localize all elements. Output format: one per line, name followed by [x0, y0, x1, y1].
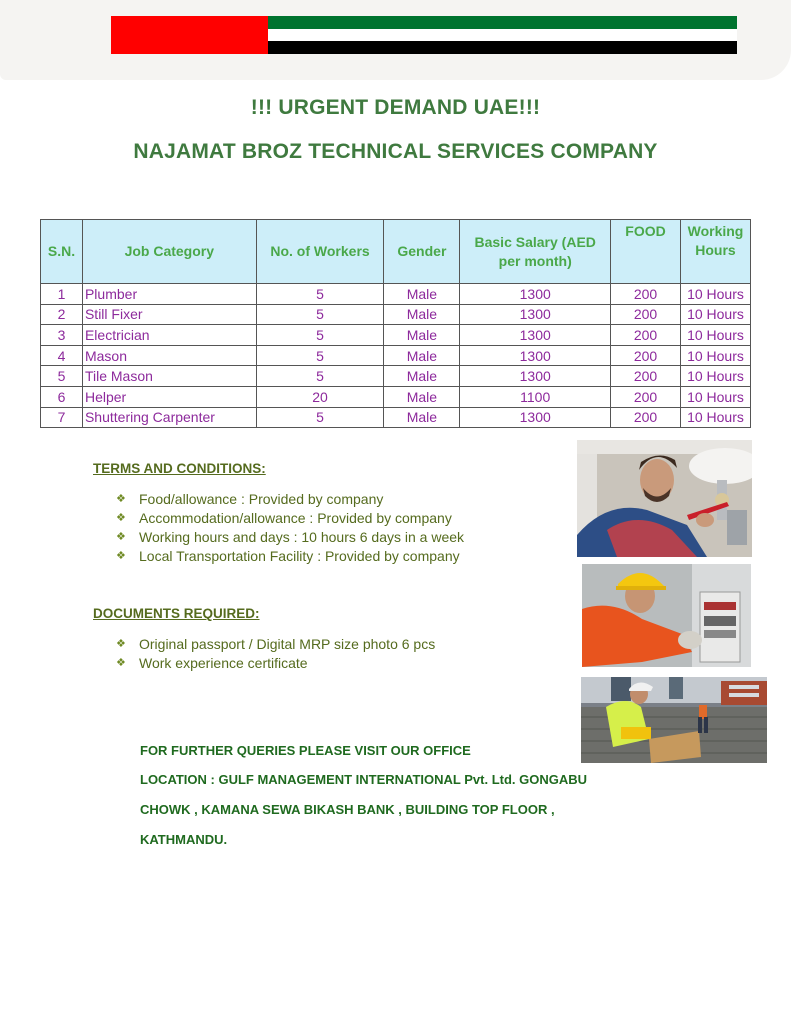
contact-line-4: KATHMANDU.: [140, 832, 228, 847]
cell-food: 200: [611, 325, 681, 346]
table-row: [41, 366, 751, 387]
cell-salary: 1300: [460, 366, 611, 387]
cell-food: 200: [611, 304, 681, 325]
contact-line-3: CHOWK , KAMANA SEWA BIKASH BANK , BUILDING TOP FLOOR ,: [140, 802, 555, 817]
contact-line-1: FOR FURTHER QUERIES PLEASE VISIT OUR OFFICE: [140, 743, 471, 758]
cell-workers: 5: [256, 284, 384, 305]
cell-hours: 10 Hours: [680, 304, 750, 325]
diamond-bullet-icon: ❖: [116, 638, 126, 650]
cell-sn: 3: [41, 325, 83, 346]
cell-hours: 10 Hours: [680, 386, 750, 407]
flag-red-band: [111, 16, 268, 54]
list-item: ❖ Original passport / Digital MRP size photo 6 pcs: [116, 636, 436, 652]
col-working-hours: Working Hours: [680, 220, 750, 284]
plumber-photo: [577, 440, 752, 557]
cell-sn: 6: [41, 386, 83, 407]
list-item: ❖ Local Transportation Facility : Provided by company: [116, 548, 460, 564]
list-item: ❖ Working hours and days : 10 hours 6 days in a week: [116, 529, 465, 545]
table-row: [41, 407, 751, 428]
terms-list: [116, 490, 464, 566]
uae-flag-icon: [111, 16, 737, 54]
diamond-bullet-icon: ❖: [116, 493, 126, 505]
cell-hours: 10 Hours: [680, 284, 750, 305]
col-food: FOOD: [611, 220, 681, 284]
cell-hours: 10 Hours: [680, 407, 750, 428]
flag-white-stripe: [268, 29, 737, 41]
table-row: [41, 345, 751, 366]
col-gender: Gender: [384, 220, 460, 284]
cell-gender: Male: [384, 304, 460, 325]
cell-gender: Male: [384, 325, 460, 346]
col-sn: S.N.: [41, 220, 83, 284]
cell-category: Plumber: [82, 284, 256, 305]
cell-hours: 10 Hours: [680, 366, 750, 387]
cell-salary: 1300: [460, 407, 611, 428]
diamond-bullet-icon: ❖: [116, 550, 126, 562]
cell-food: 200: [611, 345, 681, 366]
cell-gender: Male: [384, 284, 460, 305]
carpenter-photo: [581, 677, 767, 763]
cell-food: 200: [611, 366, 681, 387]
cell-food: 200: [611, 284, 681, 305]
cell-salary: 1300: [460, 325, 611, 346]
flag-green-stripe: [268, 16, 737, 29]
electrician-photo: [582, 564, 751, 667]
cell-sn: 7: [41, 407, 83, 428]
cell-gender: Male: [384, 366, 460, 387]
diamond-bullet-icon: ❖: [116, 657, 126, 669]
cell-workers: 5: [256, 407, 384, 428]
flag-black-stripe: [268, 41, 737, 54]
cell-salary: 1300: [460, 284, 611, 305]
cell-workers: 5: [256, 366, 384, 387]
cell-food: 200: [611, 386, 681, 407]
cell-category: Helper: [82, 386, 256, 407]
table-row: [41, 304, 751, 325]
contact-line-2: LOCATION : GULF MANAGEMENT INTERNATIONAL Pvt. Ltd. GONGABU: [140, 772, 588, 787]
diamond-bullet-icon: ❖: [116, 512, 126, 524]
company-name: NAJAMAT BROZ TECHNICAL SERVICES COMPANY: [133, 140, 658, 163]
col-job-category: Job Category: [82, 220, 256, 284]
cell-food: 200: [611, 407, 681, 428]
list-item: ❖ Food/allowance : Provided by company: [116, 491, 384, 507]
top-banner: [0, 0, 791, 80]
cell-category: Mason: [82, 345, 256, 366]
job-table: [40, 219, 751, 428]
table-header-row: [41, 220, 751, 284]
cell-category: Shuttering Carpenter: [82, 407, 256, 428]
cell-gender: Male: [384, 407, 460, 428]
cell-sn: 2: [41, 304, 83, 325]
cell-gender: Male: [384, 345, 460, 366]
cell-gender: Male: [384, 386, 460, 407]
cell-salary: 1300: [460, 304, 611, 325]
cell-category: Still Fixer: [82, 304, 256, 325]
table-row: [41, 386, 751, 407]
cell-workers: 5: [256, 325, 384, 346]
documents-list: [116, 635, 435, 673]
cell-hours: 10 Hours: [680, 325, 750, 346]
col-salary: Basic Salary (AED per month): [460, 220, 611, 284]
cell-category: Electrician: [82, 325, 256, 346]
list-item: ❖ Work experience certificate: [116, 655, 308, 671]
table-row: [41, 284, 751, 305]
cell-category: Tile Mason: [82, 366, 256, 387]
headline: !!! URGENT DEMAND UAE!!!: [250, 96, 541, 119]
col-workers: No. of Workers: [256, 220, 384, 284]
cell-sn: 4: [41, 345, 83, 366]
table-row: [41, 325, 751, 346]
diamond-bullet-icon: ❖: [116, 531, 126, 543]
cell-sn: 1: [41, 284, 83, 305]
terms-heading: TERMS AND CONDITIONS:: [93, 461, 266, 476]
cell-salary: 1300: [460, 345, 611, 366]
cell-salary: 1100: [460, 386, 611, 407]
cell-sn: 5: [41, 366, 83, 387]
cell-workers: 20: [256, 386, 384, 407]
cell-workers: 5: [256, 304, 384, 325]
documents-heading: DOCUMENTS REQUIRED:: [93, 606, 260, 621]
list-item: ❖ Accommodation/allowance : Provided by company: [116, 510, 452, 526]
cell-hours: 10 Hours: [680, 345, 750, 366]
cell-workers: 5: [256, 345, 384, 366]
